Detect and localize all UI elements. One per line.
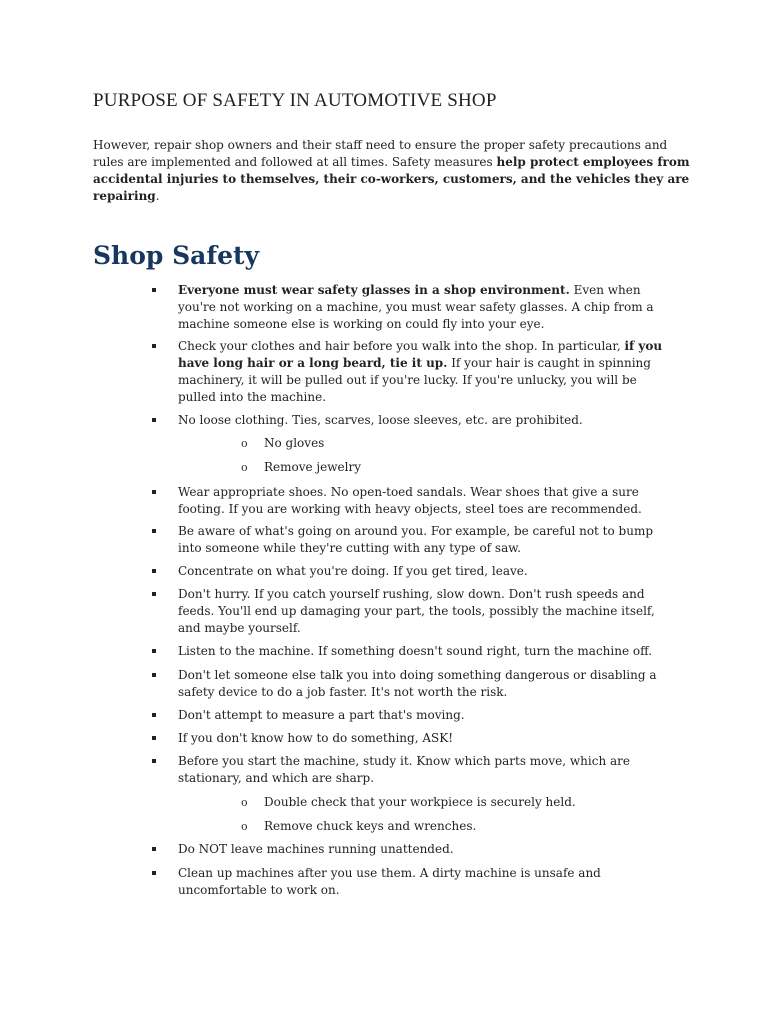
bullet-plain-text: If your hair is caught in spinning machinery, it will be pulled out if you're lucky. If you're unlucky, you will be pulled into the machine. — [178, 356, 651, 404]
bullet-marker — [152, 649, 156, 653]
bullet-marker — [152, 490, 156, 494]
bullet-text: Don't hurry. If you catch yourself rushing, slow down. Don't rush speeds and feeds. You'll end up damaging your part, the tools, possibly the machine itself, and maybe yourself. — [178, 587, 655, 635]
intro-period: . — [155, 189, 160, 203]
bullet-text — [178, 282, 678, 333]
bullet-bold-text: if you have long hair or a long beard, tie it up. — [178, 339, 663, 370]
bullet-plain-text: Check your clothes and hair before you walk into the shop. In particular, — [178, 339, 625, 353]
sub-bullet-marker: o — [241, 461, 248, 474]
intro-text: However, repair shop owners and their staff need to ensure the proper safety precautions and rules are implemented and followed at all times. Safety measures — [93, 138, 668, 169]
bullet-marker — [152, 847, 156, 851]
sub-bullet-marker: o — [241, 820, 248, 833]
bullet-marker — [152, 418, 156, 422]
bullet-marker — [152, 713, 156, 717]
bullet-plain-text: Even when you're not working on a machine, you must wear safety glasses. A chip from a machine someone else is working on could fly into your eye. — [178, 283, 654, 331]
bullet-marker — [152, 736, 156, 740]
sub-bullet-marker: o — [241, 437, 248, 450]
bullet-bold-text: Everyone must wear safety glasses in a shop environment. — [178, 283, 570, 297]
bullet-text: Listen to the machine. If something doesn't sound right, turn the machine off. — [178, 644, 653, 658]
bullet-text: Don't attempt to measure a part that's moving. — [178, 708, 465, 722]
bullet-text: Concentrate on what you're doing. If you get tired, leave. — [178, 564, 528, 578]
bullet-text — [178, 338, 678, 406]
bullet-marker — [152, 759, 156, 763]
sub-bullet-text: Remove chuck keys and wrenches. — [264, 819, 477, 833]
bullet-text: Wear appropriate shoes. No open-toed sandals. Wear shoes that give a sure footing. If you are working with heavy objects, steel toes are recommended. — [178, 485, 642, 516]
bullet-text: If you don't know how to do something, ASK! — [178, 731, 454, 745]
sub-bullet-text: Double check that your workpiece is securely held. — [264, 795, 576, 809]
section-heading: Shop Safety — [93, 241, 260, 270]
bullet-text: Be aware of what's going on around you. For example, be careful not to bump into someone while they're cutting with any type of saw. — [178, 524, 654, 555]
intro-emphasis: help protect employees from accidental injuries to themselves, their co-workers, customers, and the vehicles they are repairing — [93, 155, 690, 203]
sub-bullet-marker: o — [241, 796, 248, 809]
bullet-marker — [152, 673, 156, 677]
intro-paragraph — [93, 137, 693, 205]
bullet-text: Clean up machines after you use them. A dirty machine is unsafe and uncomfortable to work on. — [178, 866, 601, 897]
bullet-text: Do NOT leave machines running unattended. — [178, 842, 454, 856]
bullet-marker — [152, 569, 156, 573]
bullet-marker — [152, 592, 156, 596]
sub-bullet-text: No gloves — [264, 436, 325, 450]
sub-bullet-text: Remove jewelry — [264, 460, 361, 474]
bullet-marker — [152, 344, 156, 348]
bullet-marker — [152, 288, 156, 292]
bullet-marker — [152, 529, 156, 533]
document-title: PURPOSE OF SAFETY IN AUTOMOTIVE SHOP — [93, 90, 497, 111]
bullet-text: Don't let someone else talk you into doing something dangerous or disabling a safety device to do a job faster. It's not worth the risk. — [178, 668, 657, 699]
bullet-marker — [152, 871, 156, 875]
bullet-text: Before you start the machine, study it. Know which parts move, which are stationary, and which are sharp. — [178, 754, 630, 785]
bullet-text: No loose clothing. Ties, scarves, loose sleeves, etc. are prohibited. — [178, 413, 583, 427]
